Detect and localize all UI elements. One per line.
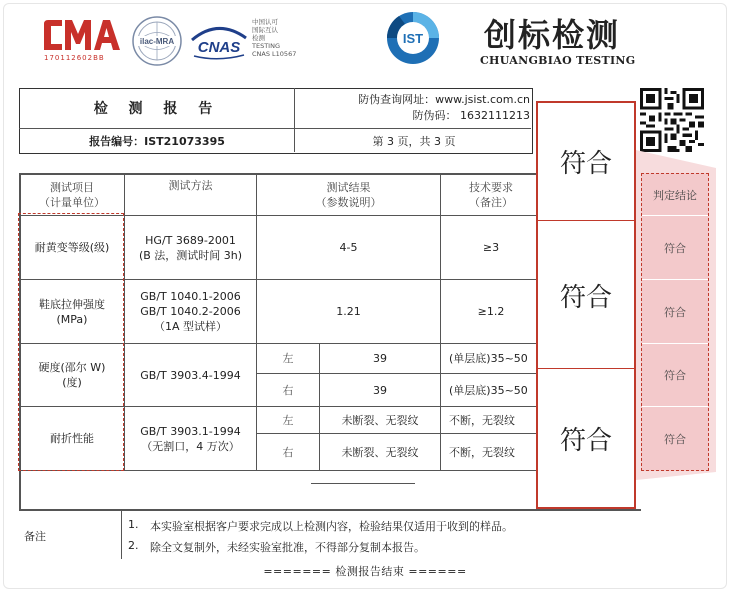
- zoom-verdict: 符合: [559, 282, 612, 313]
- anti-fake-url: 防伪查询网址：www.jsist.com.cn: [358, 93, 530, 106]
- item-line: (度): [62, 376, 82, 389]
- cnas-caption-line: 检测: [252, 34, 265, 42]
- table-row-method: [125, 407, 256, 470]
- verdict-cell: 符合: [664, 241, 686, 255]
- table-row-method: [125, 216, 256, 279]
- zoom-verdict: 符合: [559, 426, 612, 456]
- col-header-item-label: 测试项目: [50, 180, 94, 194]
- table-row-requirement: (单层底)35~50: [449, 352, 528, 365]
- col-header-verdict: 判定结论: [653, 188, 697, 202]
- col-header-requirement-sub: （备注）: [469, 195, 513, 209]
- item-column-highlight: [18, 213, 124, 471]
- method-line: （无割口，4 万次）: [141, 439, 240, 453]
- table-row-requirement: (单层底)35~50: [449, 383, 528, 397]
- cnas-caption-line: 中国认可: [252, 18, 278, 26]
- cnas-caption-line: 国际互认: [252, 26, 278, 34]
- table-row-result: 未断裂、无裂纹: [341, 445, 419, 459]
- item-line: 硬度(邵尔 W): [38, 361, 106, 374]
- page-info: 第 3 页，共 3 页: [372, 135, 456, 148]
- item-line: 鞋底拉伸强度: [39, 297, 105, 311]
- svg-text:ilac-MRA: ilac-MRA: [139, 37, 175, 46]
- col-header-result-label: 测试结果: [326, 180, 371, 194]
- side-right: 右: [282, 445, 294, 459]
- col-header-result-sub: （参数说明）: [315, 195, 382, 209]
- table-row-item: 耐黄变等级(级): [34, 241, 110, 254]
- method-line: GB/T 1040.2-2006: [140, 305, 241, 318]
- table-border: [19, 509, 641, 511]
- divider: [538, 220, 634, 221]
- verdict-cell: 符合: [664, 305, 686, 319]
- divider: [19, 128, 531, 129]
- col-header-result: [257, 174, 440, 215]
- col-divider: [121, 511, 122, 559]
- side-left: 左: [282, 352, 294, 365]
- zoom-verdict: 符合: [559, 149, 612, 179]
- svg-text:IST: IST: [402, 31, 424, 46]
- table-row-method: GB/T 3903.4-1994: [140, 368, 241, 382]
- cnas-caption: [252, 18, 296, 58]
- divider: [538, 368, 634, 369]
- cnas-caption-line: TESTING: [252, 42, 280, 50]
- verdict-cell: 符合: [664, 432, 686, 446]
- remarks-label: 备注: [24, 530, 46, 543]
- table-row-result: 39: [373, 352, 387, 365]
- brand-name: 创标检测: [484, 16, 621, 54]
- divider: [311, 483, 415, 484]
- table-row-result: 1.21: [336, 305, 361, 318]
- method-line: GB/T 1040.1-2006: [140, 290, 241, 303]
- report-number: 报告编号：IST21073395: [89, 135, 225, 148]
- cma-code: 170112602BB: [44, 54, 105, 62]
- table-row-requirement: ≥3: [482, 241, 500, 254]
- col-header-requirement: [441, 174, 541, 215]
- ilac-mra-logo: [130, 14, 184, 68]
- remark-number: 2.: [128, 539, 139, 552]
- table-row-result: 39: [373, 383, 387, 397]
- table-row-method: [125, 280, 256, 343]
- verdict-cell: 符合: [664, 369, 686, 382]
- table-row-item: 耐折性能: [50, 432, 94, 445]
- svg-text:CNAS: CNAS: [197, 39, 241, 56]
- method-line: HG/T 3689-2001: [145, 233, 236, 247]
- table-row-requirement: 不断，无裂纹: [449, 413, 515, 427]
- qr-code: [640, 88, 704, 152]
- col-header-item-sub: （计量单位）: [39, 195, 105, 209]
- side-right: 右: [282, 383, 294, 397]
- col-header-item: [20, 174, 124, 215]
- method-line: （1A 型试样）: [153, 320, 228, 333]
- anti-fake-code: 防伪码： 1632111213: [412, 109, 530, 122]
- table-row-requirement: ≥1.2: [477, 305, 505, 318]
- col-header-requirement-label: 技术要求: [469, 180, 513, 194]
- ist-logo: [385, 10, 441, 66]
- brand-subtitle: CHUANGBIAO TESTING: [480, 54, 636, 67]
- table-row-requirement: 不断，无裂纹: [449, 445, 515, 459]
- side-left: 左: [282, 413, 294, 427]
- report-title: 检 测 报 告: [93, 101, 221, 117]
- remark-line: 本实验室根据客户要求完成以上检测内容，检验结果仅适用于收到的样品。: [150, 520, 513, 533]
- cnas-caption-line: CNAS L10567: [252, 50, 297, 58]
- remark-number: 1.: [128, 518, 139, 531]
- table-row-result: 4-5: [339, 241, 358, 254]
- method-line: GB/T 3903.1-1994: [140, 424, 241, 438]
- report-end-marker: ======= 检测报告结束 ======: [263, 565, 467, 578]
- method-line: (B 法，测试时间 3h): [138, 248, 243, 262]
- remark-line: 除全文复制外，未经实验室批准，不得部分复制本报告。: [150, 541, 425, 554]
- col-header-method: 测试方法: [168, 178, 213, 192]
- cnas-logo: [188, 22, 250, 62]
- cma-logo: [42, 18, 124, 52]
- item-line: (MPa): [56, 312, 88, 326]
- table-row-result: 未断裂、无裂纹: [341, 413, 419, 427]
